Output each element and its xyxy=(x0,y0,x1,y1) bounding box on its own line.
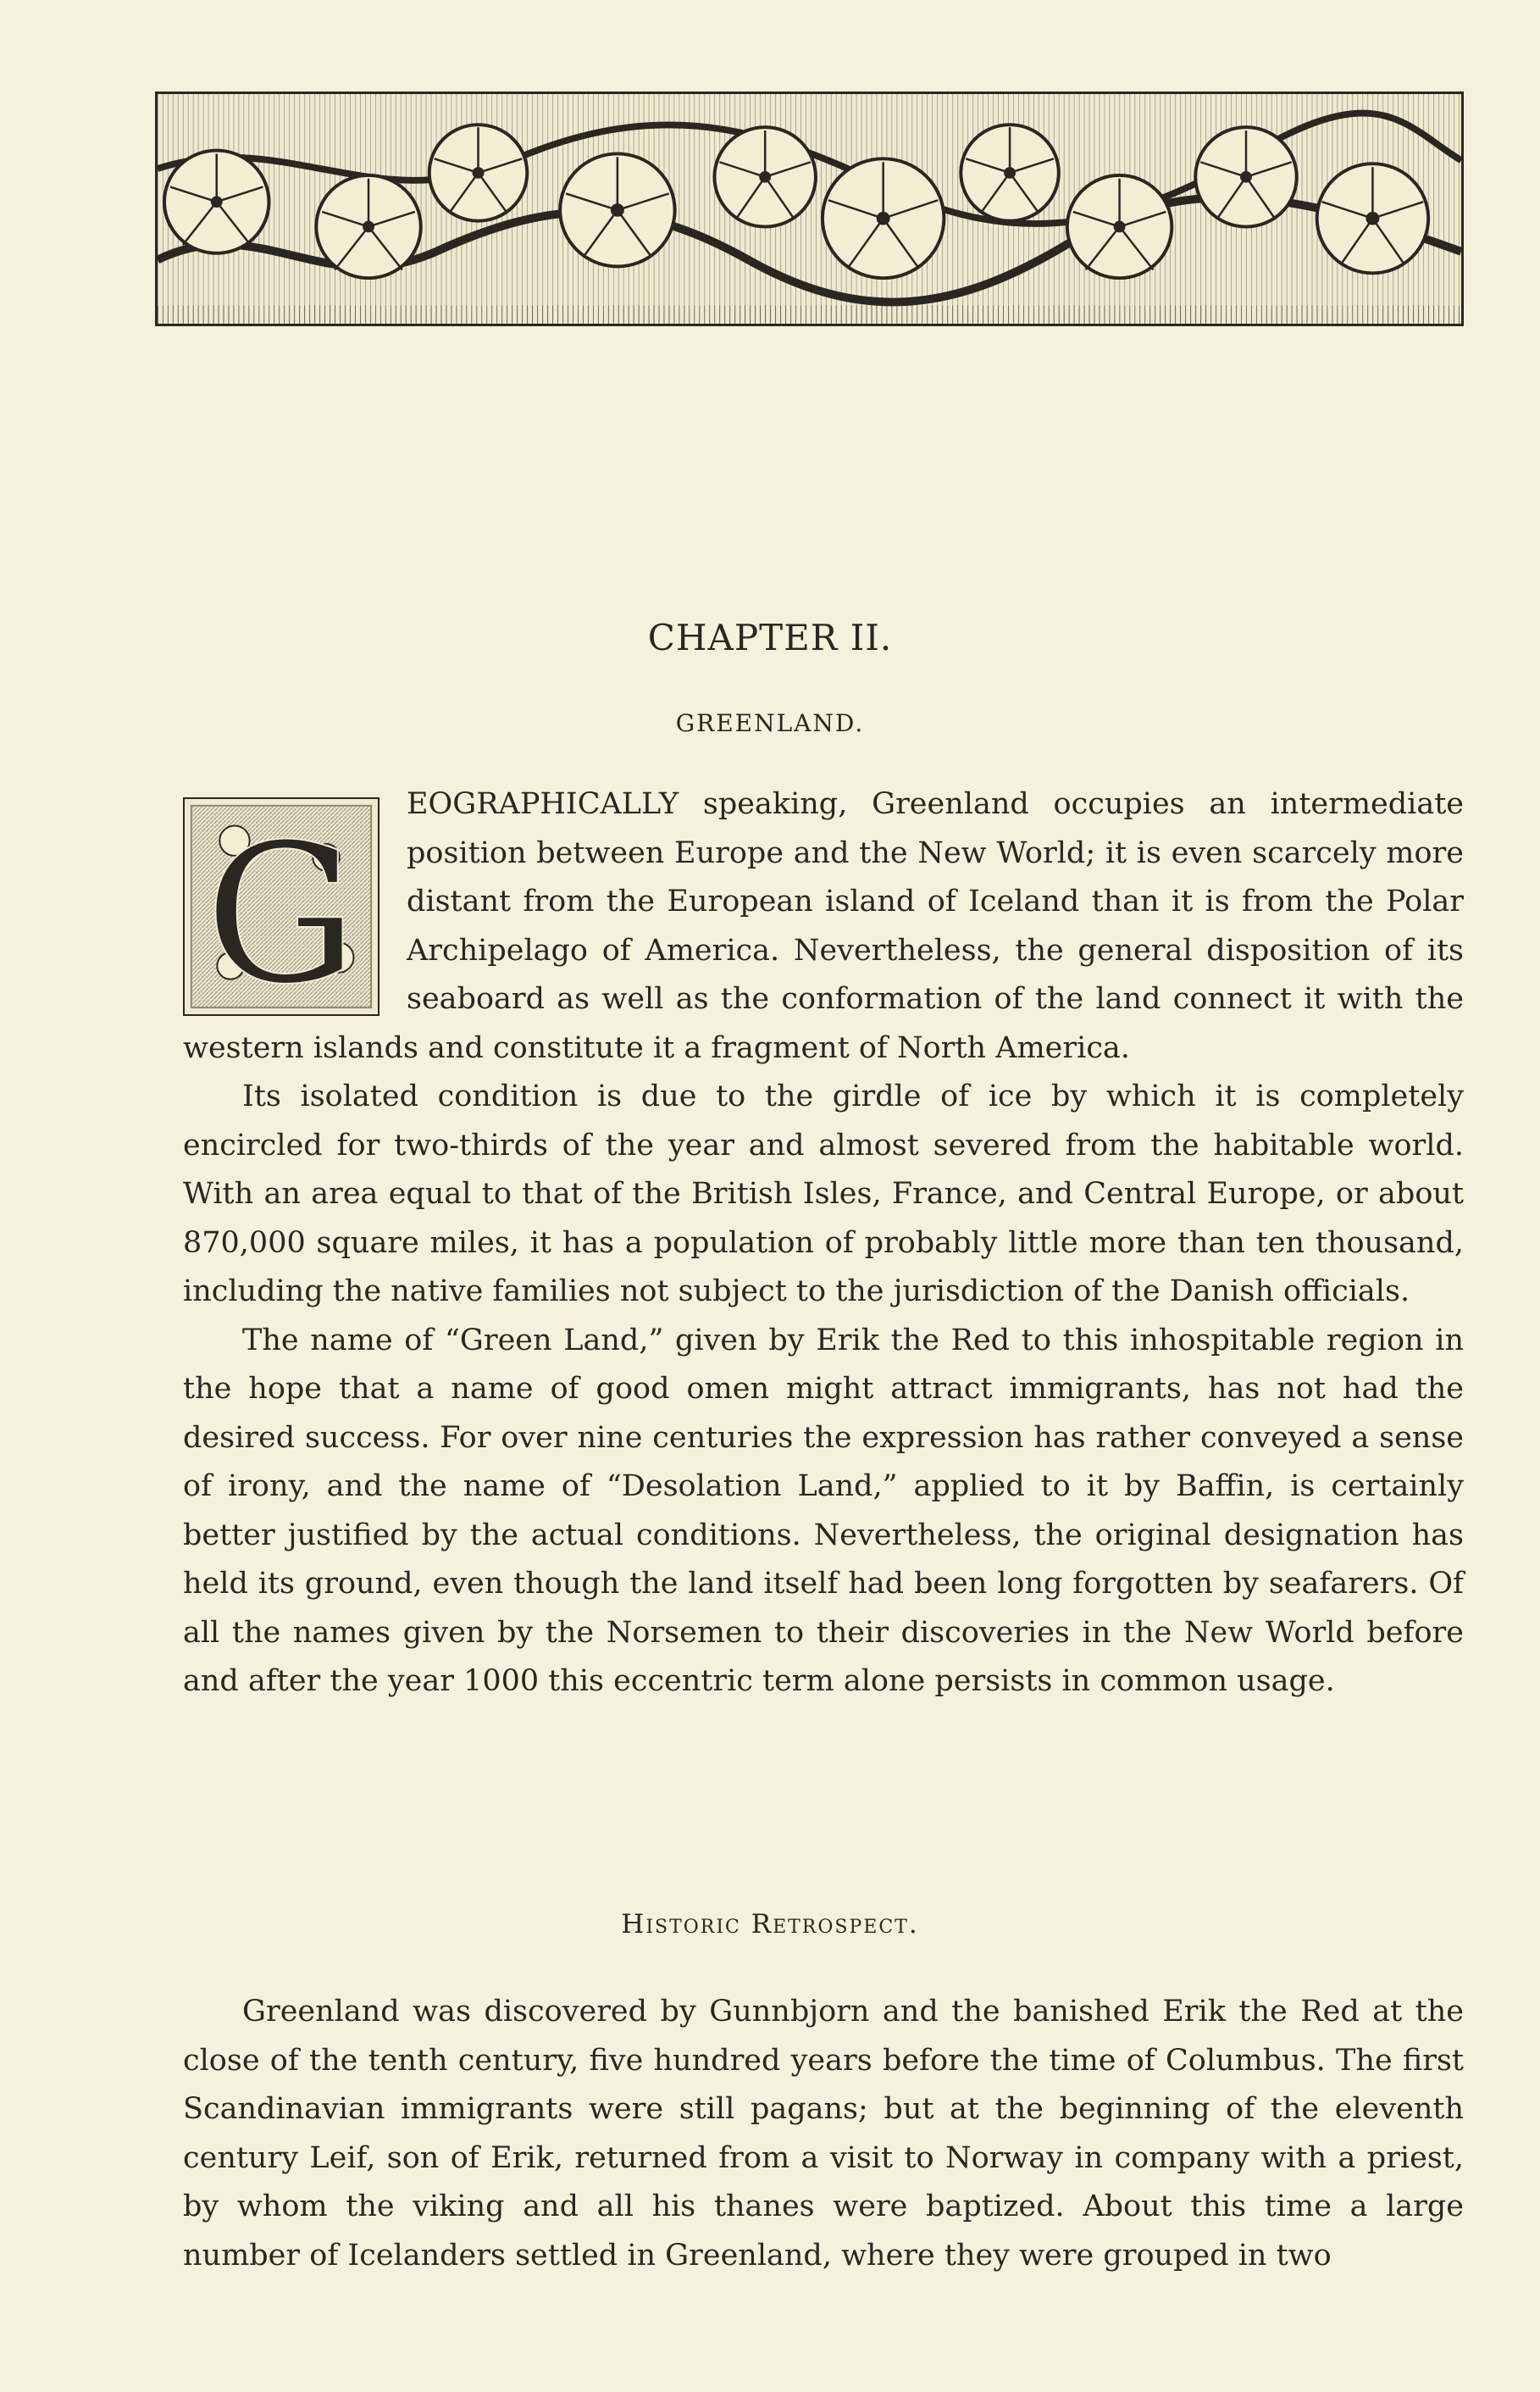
dropcap-letter: G xyxy=(204,803,358,1014)
paragraph-3: The name of “Green Land,” given by Erik the Red to this inhospitable region in the hope that a name of good omen might attract immigrants, has not had the desired success. For over nine centuries the expression has rather conveyed a sense of irony, and the name of “Desolation Land,” applied to it by Baffin, is certainly better justified by the actual conditions. Nevertheless, the original designation has held its ground, even though the land itself had been long forgotten by seafarers. Of all the names given by the Norsemen to their discoveries in the New World before and after the year 1000 this eccentric term alone persists in common usage. xyxy=(183,1323,1464,1698)
section-paragraph: Greenland was discovered by Gunnbjorn and the banished Erik the Red at the close of the tenth century, five hundred years before the time of Columbus. The first Scandinavian immigrants were still pagans; but at the beginning of the eleventh century Leif, son of Erik, returned from a visit to Norway in company with a priest, by whom the viking and all his thanes were baptized. About this time a large number of Icelanders settled in Greenland, where they were grouped in two xyxy=(183,1995,1464,2273)
dropcap-g-ornament xyxy=(183,797,379,1016)
section-heading: Historic Retrospect. xyxy=(621,1909,919,1940)
floral-ornament-icon xyxy=(158,94,1461,324)
paragraph-1: EOGRAPHICALLY speaking, Greenland occupies an intermediate position between Europe and the New World; it is even scarcely more distant from the European island of Iceland than it is from the Polar Archipelago of America. Nevertheless, the general disposition of its seaboard as well as the conformation of the land connect it with the western islands and constitute it a fragment of North America. xyxy=(183,787,1464,1065)
ornamental-initial-icon xyxy=(185,799,378,1014)
chapter-title: CHAPTER II. xyxy=(647,617,893,658)
paragraph-2: Its isolated condition is due to the girdle of ice by which it is completely encircled for two-thirds of the year and almost severed from the habitable world. With an area equal to that of the British Isles, France, and Central Europe, or about 870,000 square miles, it has a population of probably little more than ten thousand, including the native families not subject to the jurisdiction of the Danish officials. xyxy=(183,1079,1464,1308)
intro-text-block xyxy=(183,780,1464,1707)
section-text-block xyxy=(183,1988,1464,2280)
decorative-floral-banner xyxy=(155,92,1464,326)
chapter-subtitle: GREENLAND. xyxy=(675,709,865,737)
